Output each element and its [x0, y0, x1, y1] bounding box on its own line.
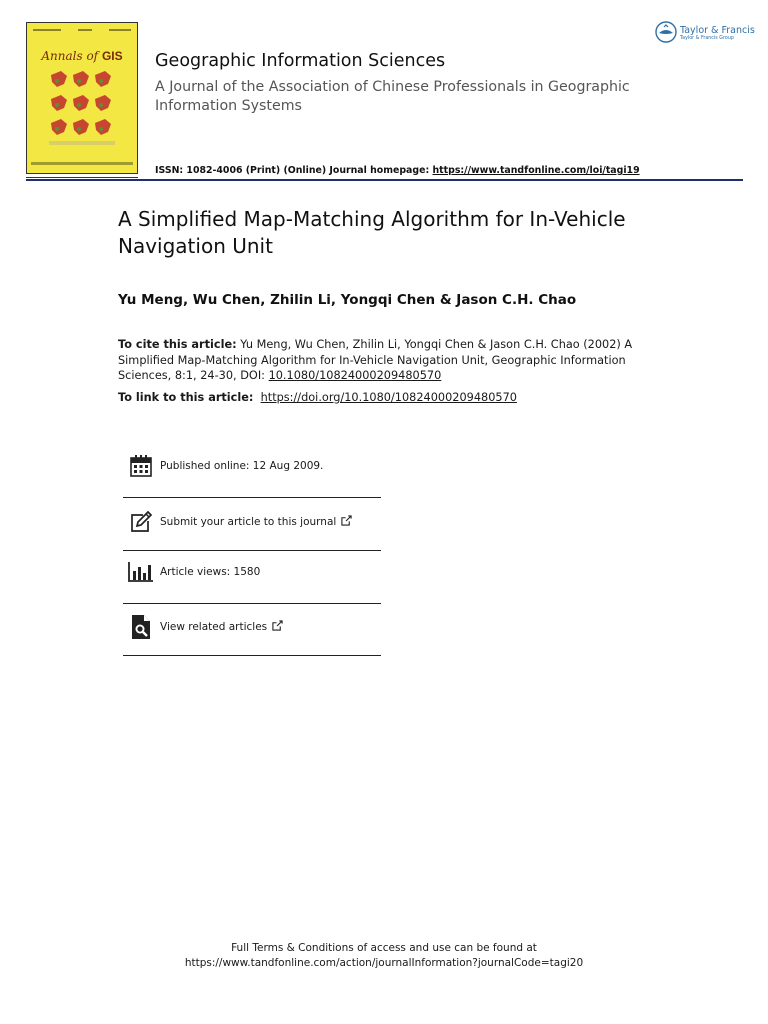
journal-title: Geographic Information Sciences: [155, 51, 446, 71]
cover-underline: [26, 177, 138, 178]
submit-article-link[interactable]: [123, 496, 381, 548]
publisher-group: Taylor & Francis Group: [680, 35, 734, 41]
submit-article-text: Submit your article to this journal: [160, 516, 337, 528]
related-articles-link[interactable]: [123, 601, 381, 653]
cover-bottombar: [31, 162, 133, 165]
cite-text: Yu Meng, Wu Chen, Zhilin Li, Yongqi Chen & Jason C.H. Chao (2002) A Simplified Map-Matching Algorithm for In-Vehicle Navigation Unit, Geographic Information Sciences, 8:1, 24-30, DOI:: [118, 338, 633, 382]
search-document-icon: [127, 614, 155, 640]
edit-icon: [127, 509, 155, 535]
article-authors: Yu Meng, Wu Chen, Zhilin Li, Yongqi Chen & Jason C.H. Chao: [118, 292, 577, 308]
link-label: To link to this article:: [118, 391, 254, 404]
published-online-item: [123, 444, 381, 488]
taylor-francis-logo-icon: [654, 20, 678, 48]
footer-terms-link[interactable]: https://www.tandfonline.com/action/journalInformation?journalCode=tagi20: [184, 957, 584, 969]
article-views-item: [123, 546, 381, 598]
header-divider: [26, 179, 743, 181]
external-link-icon: [341, 515, 352, 529]
cover-title: Annals of GIS: [41, 49, 123, 63]
article-link-line: [118, 391, 517, 404]
journal-homepage-link[interactable]: https://www.tandfonline.com/loi/tagi19: [432, 165, 640, 176]
journal-subtitle: A Journal of the Association of Chinese Professionals in Geographic Information Systems: [155, 79, 630, 114]
article-title: A Simplified Map-Matching Algorithm for In-Vehicle Navigation Unit: [118, 207, 626, 258]
footer-terms: [0, 941, 768, 971]
issn-line: [155, 165, 640, 176]
external-link-icon: [272, 620, 283, 634]
footer-line-1: Full Terms & Conditions of access and use can be found at: [231, 942, 537, 954]
article-views-text: Article views: 1580: [160, 566, 261, 578]
article-doi-link[interactable]: https://doi.org/10.1080/10824000209480570: [260, 391, 517, 404]
cite-label: To cite this article:: [118, 338, 237, 351]
cover-topbar: [33, 29, 131, 33]
published-online-text: Published online: 12 Aug 2009.: [160, 460, 324, 472]
bar-chart-icon: [127, 559, 155, 585]
citation-doi-link[interactable]: 10.1080/10824000209480570: [268, 369, 442, 382]
citation-block: [118, 337, 638, 384]
related-articles-text: View related articles: [160, 621, 268, 633]
meta-divider: [123, 655, 381, 656]
calendar-icon: [127, 453, 155, 479]
journal-cover-image: [26, 22, 138, 174]
publisher-logo[interactable]: [654, 22, 755, 46]
publisher-name: Taylor & Francis: [680, 25, 755, 37]
cover-maps-graphic: [47, 69, 119, 149]
issn-text: ISSN: 1082-4006 (Print) (Online) Journal homepage:: [155, 165, 433, 176]
